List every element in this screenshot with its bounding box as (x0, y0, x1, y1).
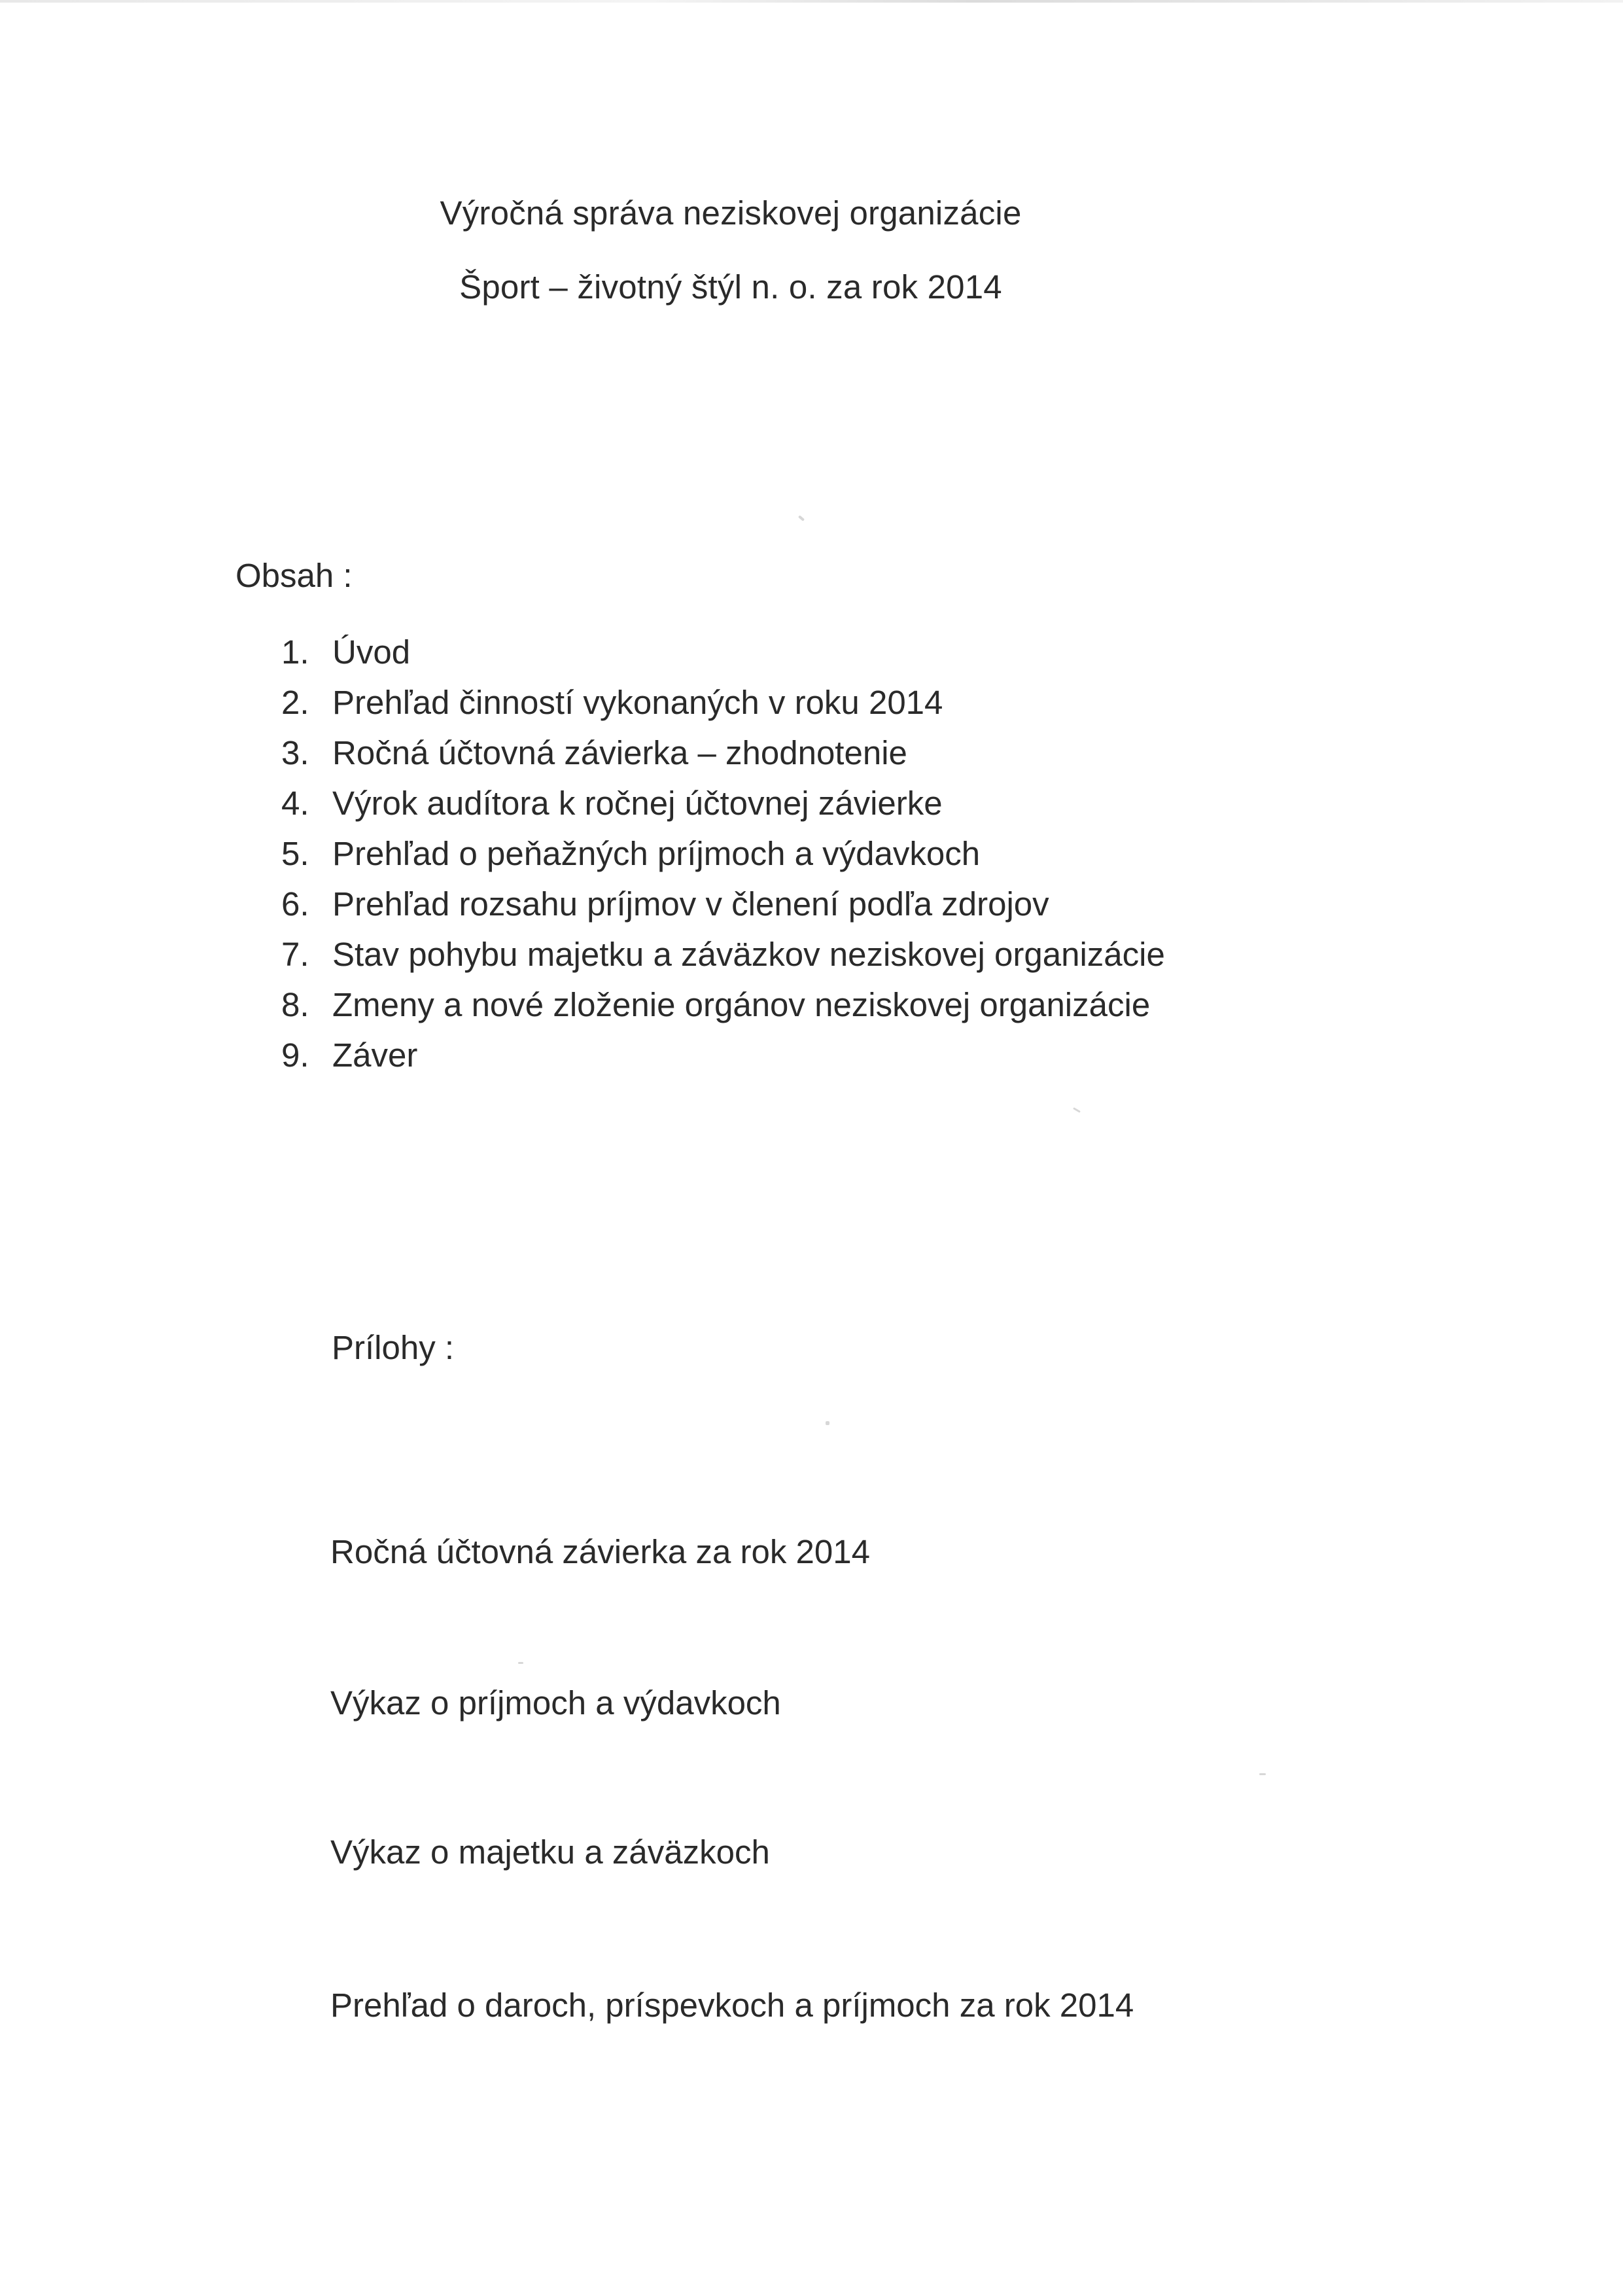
contents-item (281, 879, 1165, 929)
contents-item-number: 1. (281, 633, 309, 671)
contents-item-number: 5. (281, 835, 309, 872)
contents-item (281, 778, 1165, 828)
document-title: Výročná správa neziskovej organizácie (440, 194, 1022, 232)
contents-item-number: 8. (281, 986, 309, 1023)
attachment-item: Ročná účtovná závierka za rok 2014 (330, 1533, 870, 1570)
contents-item-text: Prehľad rozsahu príjmov v členení podľa zdrojov (332, 885, 1049, 923)
contents-item (281, 728, 1165, 778)
attachment-item: Výkaz o majetku a záväzkoch (330, 1833, 770, 1871)
contents-item-text: Výrok audítora k ročnej účtovnej závierke (332, 785, 943, 822)
contents-item-text: Prehľad o peňažných príjmoch a výdavkoch (332, 835, 981, 872)
contents-item-number: 9. (281, 1036, 309, 1074)
contents-item (281, 677, 1165, 728)
contents-item (281, 980, 1165, 1030)
scan-speck (798, 515, 805, 521)
scan-top-edge (0, 0, 1623, 3)
attachments-heading: Prílohy : (332, 1329, 455, 1366)
contents-item-number: 2. (281, 684, 309, 721)
contents-item-text: Zmeny a nové zloženie orgánov neziskovej organizácie (332, 986, 1151, 1023)
contents-item-text: Ročná účtovná závierka – zhodnotenie (332, 734, 907, 771)
contents-item-number: 7. (281, 936, 309, 973)
contents-item (281, 1030, 1165, 1080)
scan-speck (1259, 1773, 1266, 1775)
contents-item-text: Úvod (332, 633, 411, 671)
contents-item (281, 929, 1165, 980)
contents-item-text: Prehľad činností vykonaných v roku 2014 (332, 684, 943, 721)
contents-item (281, 828, 1165, 879)
document-subtitle: Šport – životný štýl n. o. za rok 2014 (459, 268, 1002, 306)
contents-list (281, 627, 1165, 1080)
contents-item-text: Stav pohybu majetku a záväzkov neziskovej organizácie (332, 936, 1165, 973)
contents-item-number: 6. (281, 885, 309, 923)
contents-item (281, 627, 1165, 677)
scan-speck (518, 1662, 523, 1664)
attachment-item: Prehľad o daroch, príspevkoch a príjmoch za rok 2014 (330, 1987, 1134, 2024)
contents-item-text: Záver (332, 1036, 418, 1074)
scan-speck (826, 1421, 829, 1425)
contents-item-number: 3. (281, 734, 309, 771)
scan-speck (1073, 1107, 1081, 1113)
attachment-item: Výkaz o príjmoch a výdavkoch (330, 1684, 781, 1722)
contents-item-number: 4. (281, 785, 309, 822)
contents-heading: Obsah : (236, 557, 353, 594)
